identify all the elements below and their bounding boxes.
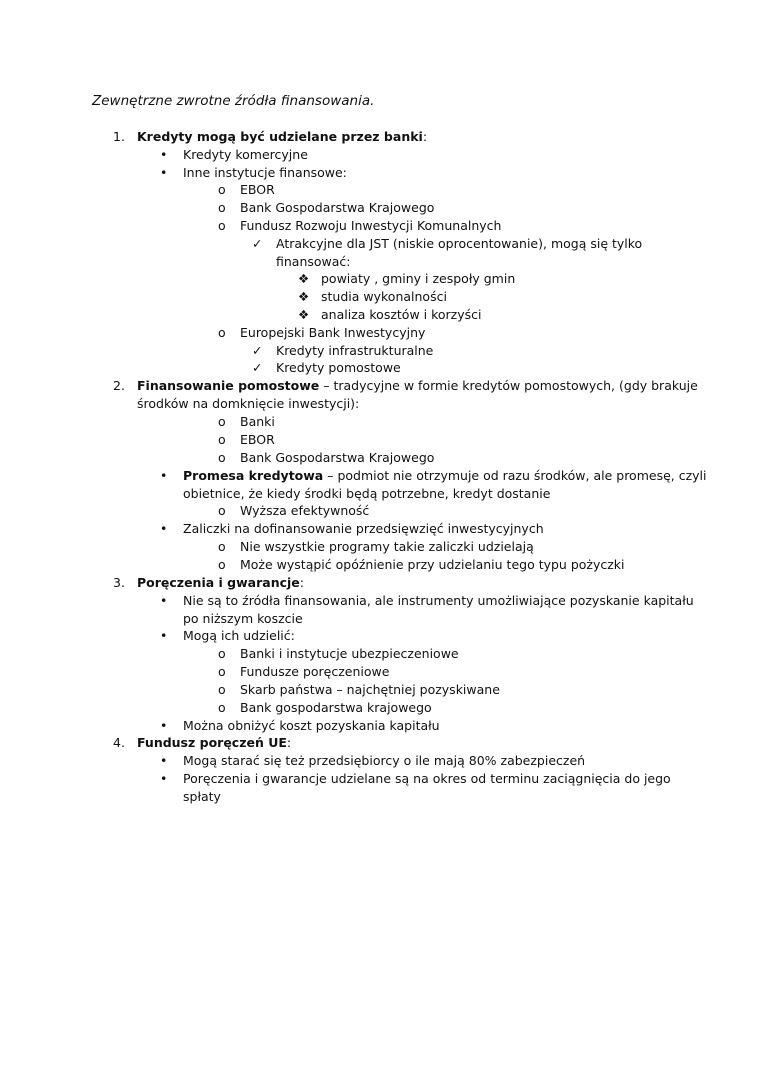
circle-bullet-icon: o	[218, 218, 226, 233]
circle-bullet-icon: o	[218, 700, 226, 715]
section-heading: Kredyty mogą być udzielane przez banki:	[137, 129, 428, 144]
list-item: Banki	[240, 414, 275, 429]
bullet-icon: •	[160, 521, 168, 536]
section-heading: Poręczenia i gwarancje:	[137, 575, 304, 590]
list-item: Bank gospodarstwa krajowego	[240, 700, 432, 715]
list-item: Atrakcyjne dla JST (niskie oprocentowanie), mogą się tylko	[276, 236, 643, 251]
circle-bullet-icon: o	[218, 414, 226, 429]
list-item: Może wystąpić opóźnienie przy udzielaniu tego typu pożyczki	[240, 557, 625, 572]
list-item-continuation: finansować:	[276, 254, 351, 269]
list-item: Mogą ich udzielić:	[183, 628, 295, 643]
list-item: Kredyty infrastrukturalne	[276, 343, 434, 358]
list-item: studia wykonalności	[321, 289, 447, 304]
list-item-continuation: po niższym koszcie	[183, 611, 303, 626]
list-item-continuation: obietnice, że kiedy środki będą potrzebne, kredyt dostanie	[183, 486, 551, 501]
section-heading: Finansowanie pomostowe – tradycyjne w formie kredytów pomostowych, (gdy brakuje	[137, 378, 698, 393]
list-item: Skarb państwa – najchętniej pozyskiwane	[240, 682, 500, 697]
list-item: Poręczenia i gwarancje udzielane są na okres od terminu zaciągnięcia do jego	[183, 771, 671, 786]
list-number: 1.	[113, 129, 125, 144]
list-item-continuation: spłaty	[183, 789, 221, 804]
circle-bullet-icon: o	[218, 182, 226, 197]
check-icon: ✓	[252, 360, 263, 375]
circle-bullet-icon: o	[218, 503, 226, 518]
list-item: Wyższa efektywność	[240, 503, 370, 518]
list-item: Banki i instytucje ubezpieczeniowe	[240, 646, 459, 661]
section-heading-continuation: środków na domknięcie inwestycji):	[137, 396, 360, 411]
list-item: Zaliczki na dofinansowanie przedsięwzięć inwestycyjnych	[183, 521, 544, 536]
bullet-icon: •	[160, 718, 168, 733]
bullet-icon: •	[160, 593, 168, 608]
circle-bullet-icon: o	[218, 646, 226, 661]
list-item: Promesa kredytowa – podmiot nie otrzymuje od razu środków, ale promesę, czyli	[183, 468, 707, 483]
diamond-bullet-icon: ❖	[298, 307, 310, 322]
bullet-icon: •	[160, 147, 168, 162]
list-item: Nie wszystkie programy takie zaliczki udzielają	[240, 539, 534, 554]
circle-bullet-icon: o	[218, 200, 226, 215]
list-number: 4.	[113, 735, 125, 750]
list-item: Europejski Bank Inwestycyjny	[240, 325, 426, 340]
bullet-icon: •	[160, 468, 168, 483]
document-title: Zewnętrzne zwrotne źródła finansowania.	[92, 93, 375, 109]
list-item: Bank Gospodarstwa Krajowego	[240, 450, 435, 465]
list-item: Kredyty komercyjne	[183, 147, 308, 162]
bullet-icon: •	[160, 771, 168, 786]
circle-bullet-icon: o	[218, 539, 226, 554]
diamond-bullet-icon: ❖	[298, 289, 310, 304]
list-item: Fundusz Rozwoju Inwestycji Komunalnych	[240, 218, 502, 233]
circle-bullet-icon: o	[218, 664, 226, 679]
list-item: powiaty , gminy i zespoły gmin	[321, 271, 516, 286]
list-item: EBOR	[240, 182, 275, 197]
list-item: analiza kosztów i korzyści	[321, 307, 482, 322]
list-item: Nie są to źródła finansowania, ale instrumenty umożliwiające pozyskanie kapitału	[183, 593, 694, 608]
list-item: Inne instytucje finansowe:	[183, 165, 347, 180]
check-icon: ✓	[252, 343, 263, 358]
circle-bullet-icon: o	[218, 450, 226, 465]
circle-bullet-icon: o	[218, 325, 226, 340]
circle-bullet-icon: o	[218, 432, 226, 447]
list-item: Bank Gospodarstwa Krajowego	[240, 200, 435, 215]
list-item: Można obniżyć koszt pozyskania kapitału	[183, 718, 440, 733]
list-item: Kredyty pomostowe	[276, 360, 401, 375]
list-number: 2.	[113, 378, 125, 393]
bullet-icon: •	[160, 628, 168, 643]
circle-bullet-icon: o	[218, 557, 226, 572]
bullet-icon: •	[160, 165, 168, 180]
diamond-bullet-icon: ❖	[298, 271, 310, 286]
check-icon: ✓	[252, 236, 263, 251]
list-item: EBOR	[240, 432, 275, 447]
section-heading: Fundusz poręczeń UE:	[137, 735, 292, 750]
list-item: Mogą starać się też przedsiębiorcy o ile mają 80% zabezpieczeń	[183, 753, 586, 768]
circle-bullet-icon: o	[218, 682, 226, 697]
list-item: Fundusze poręczeniowe	[240, 664, 390, 679]
bullet-icon: •	[160, 753, 168, 768]
list-number: 3.	[113, 575, 125, 590]
